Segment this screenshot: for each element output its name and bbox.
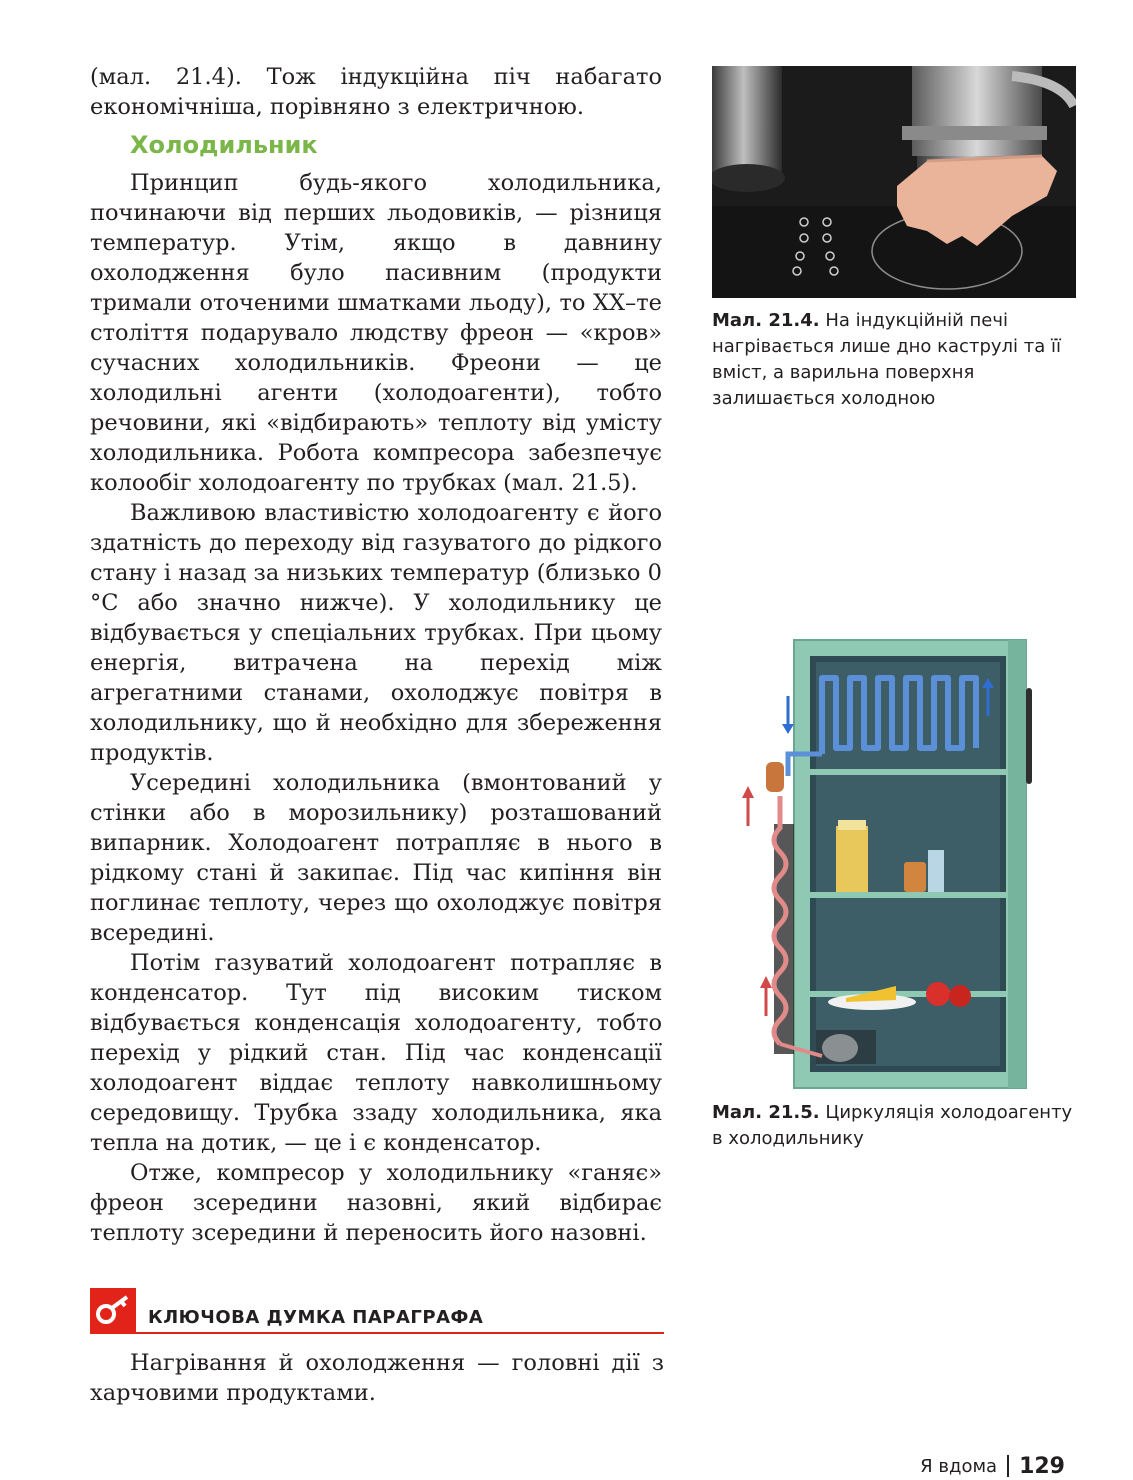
figure-caption-21-5 <box>712 1100 1082 1152</box>
paragraph-continued: (мал. 21.4). Тож індукційна піч набагато економічніша, порівняно з електричною. <box>90 64 662 120</box>
figure-caption-text: На індукційній печі нагрівається лише дно каструлі та її вміст, а варильна поверхня залишається холодною <box>712 310 1061 409</box>
key-thought-block <box>90 1288 664 1408</box>
section-title: Холодильник <box>130 131 318 159</box>
paragraph: Отже, компресор у холодильнику «ганяє» фреон зсередини назовні, який відбирає теплоту зсередини й переносить його назовні. <box>90 1160 662 1246</box>
figure-caption-text: Циркуляція холодоагенту в холодильнику <box>712 1102 1073 1149</box>
main-text-column <box>90 62 662 1248</box>
key-thought-header <box>90 1288 664 1334</box>
figure-label: Мал. 21.4. <box>712 310 820 331</box>
paragraph: Важливою властивістю холодоагенту є його здатність до переходу від газуватого до рідкого стану і назад за низьких температур (близько 0 °С або значно нижче). У холодильнику це відбувається у спеціальних трубках. При цьому енергія, витрачена на перехід між агрегатними станами, охолоджує повітря в холодильнику, що й необхідно для збереження продуктів. <box>90 500 662 766</box>
footer-section-name: Я вдома <box>920 1455 998 1477</box>
induction-cooktop-photo <box>712 66 1076 298</box>
key-icon <box>90 1288 136 1332</box>
key-thought-title: КЛЮЧОВА ДУМКА ПАРАГРАФА <box>148 1307 484 1328</box>
paragraph: Принцип будь-якого холодильника, починаючи від перших льодовиків, — різниця температур. Утім, якщо в давнину охолодження було пасивним (продукти тримали оточеними шматками льоду), то ХХ–те століття подарувало людству фреон — «кров» сучасних холодильників. Фреони — це холодильні агенти (холодоагенти), тобто речовини, які «відбирають» теплоту від умісту холодильника. Робота компресора забезпечує колообіг холодоагенту по трубках (мал. 21.5). <box>90 170 662 496</box>
page-footer <box>920 1452 1065 1480</box>
refrigerator-diagram <box>740 636 1040 1092</box>
figure-label: Мал. 21.5. <box>712 1102 820 1123</box>
key-thought-text: Нагрівання й охолодження — головні дії з харчовими продуктами. <box>90 1350 664 1406</box>
paragraph: Потім газуватий холодоагент потрапляє в конденсатор. Тут під високим тиском відбувається конденсація холодоагенту, тобто перехід у рідкий стан. Під час конденсації холодоагент віддає теплоту навколишньому середовищу. Трубка ззаду холодильника, яка тепла на дотик, — це і є конденсатор. <box>90 950 662 1156</box>
paragraph: Усередині холодильника (вмонтований у стінки або в морозильнику) розташований випарник. Холодоагент потрапляє в нього в рідкому стані й закипає. Під час кипіння він поглинає теплоту, через що охолоджує повітря всередині. <box>90 770 662 946</box>
page-number: 129 <box>1019 1453 1065 1479</box>
figure-caption-21-4 <box>712 308 1072 412</box>
